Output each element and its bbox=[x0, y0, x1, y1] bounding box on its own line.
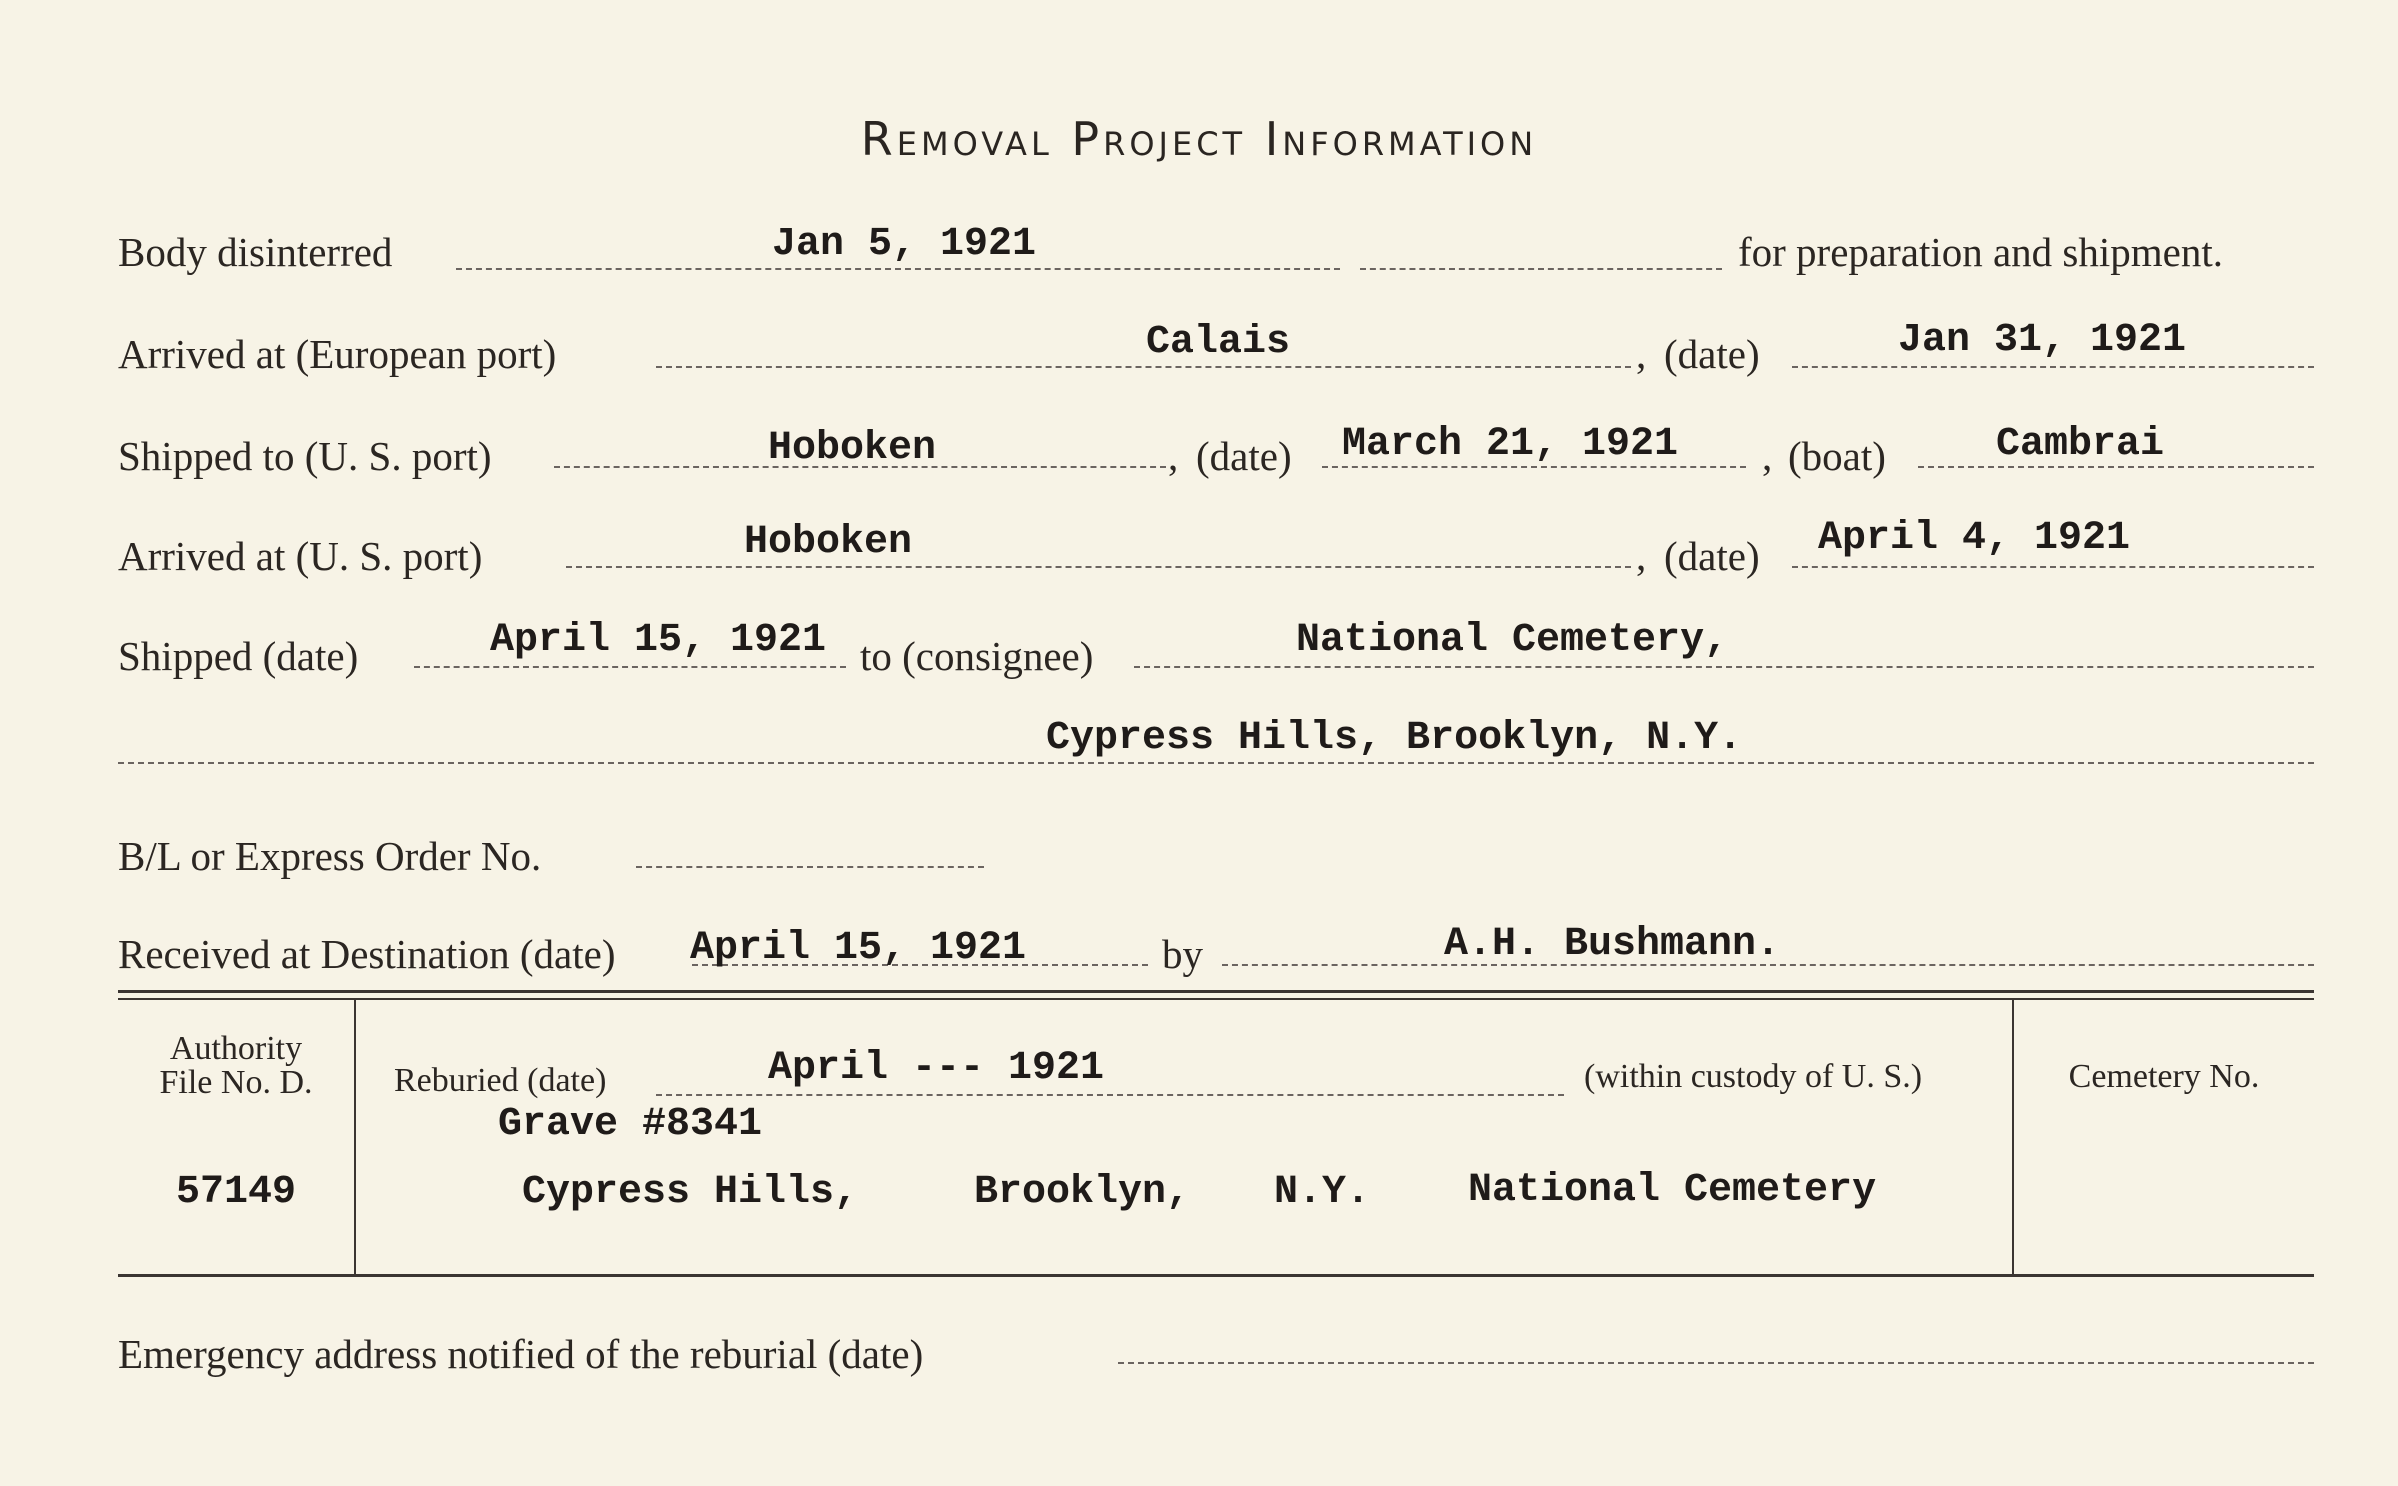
line-bl-order bbox=[636, 866, 984, 868]
value-consignee-line1: National Cemetery, bbox=[1296, 618, 1729, 663]
value-european-arrival-date: Jan 31, 1921 bbox=[1898, 318, 2187, 363]
line-consignee-2 bbox=[118, 762, 2314, 764]
value-reburied-date: April --- 1921 bbox=[768, 1046, 1105, 1091]
label-date-3: (date) bbox=[1664, 533, 1760, 579]
label-body-disinterred: Body disinterred bbox=[118, 229, 393, 275]
value-received-by: A.H. Bushmann. bbox=[1444, 922, 1781, 967]
line-european-date bbox=[1792, 366, 2314, 368]
line-reburied-date bbox=[656, 1094, 1564, 1096]
label-reburied-date: Reburied (date) bbox=[394, 1062, 607, 1099]
label-emergency: Emergency address notified of the reburial (date) bbox=[118, 1331, 924, 1377]
label-boat: (boat) bbox=[1788, 433, 1886, 479]
box-bottom-rule bbox=[118, 1274, 2314, 1277]
label-authority-line2: File No. D. bbox=[159, 1064, 313, 1101]
box-top-rule-1 bbox=[118, 990, 2314, 993]
line-consignee-1 bbox=[1134, 666, 2314, 668]
value-boat-name: Cambrai bbox=[1996, 422, 2165, 467]
box-divider-right bbox=[2012, 1000, 2014, 1274]
comma-1: , bbox=[1636, 331, 1647, 377]
line-european-port bbox=[656, 366, 1631, 368]
label-for-preparation: for preparation and shipment. bbox=[1738, 229, 2224, 275]
label-to-consignee: to (consignee) bbox=[860, 633, 1094, 679]
value-us-port-arrived: Hoboken bbox=[744, 520, 913, 565]
label-shipped-to-us: Shipped to (U. S. port) bbox=[118, 433, 492, 479]
line-disinterred bbox=[456, 268, 1340, 270]
label-within-custody: (within custody of U. S.) bbox=[1584, 1058, 1923, 1095]
label-by: by bbox=[1162, 931, 1203, 977]
value-european-port: Calais bbox=[1146, 320, 1291, 365]
comma-2: , bbox=[1168, 433, 1179, 479]
label-arrived-european: Arrived at (European port) bbox=[118, 331, 557, 377]
box-top-rule-2 bbox=[118, 998, 2314, 1000]
value-received-date: April 15, 1921 bbox=[690, 926, 1027, 971]
label-authority-line1: Authority bbox=[169, 1030, 303, 1067]
comma-3: , bbox=[1762, 433, 1773, 479]
label-bl-order: B/L or Express Order No. bbox=[118, 833, 542, 879]
value-consignee-line2: Cypress Hills, Brooklyn, N.Y. bbox=[1046, 716, 1743, 761]
value-shipped-date: April 15, 1921 bbox=[490, 618, 827, 663]
line-disinterred-extra bbox=[1360, 268, 1722, 270]
line-emergency bbox=[1118, 1362, 2314, 1364]
card-title: Removal Project Information bbox=[860, 112, 1538, 166]
value-us-arrival-date: April 4, 1921 bbox=[1818, 516, 2131, 561]
label-date-1: (date) bbox=[1664, 331, 1760, 377]
value-shipped-date-us: March 21, 1921 bbox=[1342, 422, 1679, 467]
value-authority-file-no: 57149 bbox=[175, 1170, 297, 1215]
label-shipped-date: Shipped (date) bbox=[118, 633, 359, 679]
value-cemetery-place: Cypress Hills, bbox=[522, 1170, 859, 1215]
value-cemetery-city: Brooklyn, bbox=[974, 1170, 1191, 1215]
label-arrived-us: Arrived at (U. S. port) bbox=[118, 533, 483, 579]
box-divider-left bbox=[354, 1000, 356, 1274]
line-us-arrival-date bbox=[1792, 566, 2314, 568]
comma-4: , bbox=[1636, 533, 1647, 579]
value-cemetery-state: N.Y. bbox=[1274, 1170, 1371, 1215]
label-received-dest: Received at Destination (date) bbox=[118, 931, 616, 977]
line-shipped-date bbox=[414, 666, 846, 668]
value-cemetery-name: National Cemetery bbox=[1468, 1168, 1877, 1213]
value-us-port-shipped: Hoboken bbox=[768, 426, 937, 471]
label-cemetery-no: Cemetery No. bbox=[2068, 1058, 2260, 1095]
label-date-2: (date) bbox=[1196, 433, 1292, 479]
line-us-port-arrived bbox=[566, 566, 1631, 568]
value-grave: Grave #8341 bbox=[498, 1102, 763, 1147]
value-disinterred-date: Jan 5, 1921 bbox=[772, 222, 1037, 267]
